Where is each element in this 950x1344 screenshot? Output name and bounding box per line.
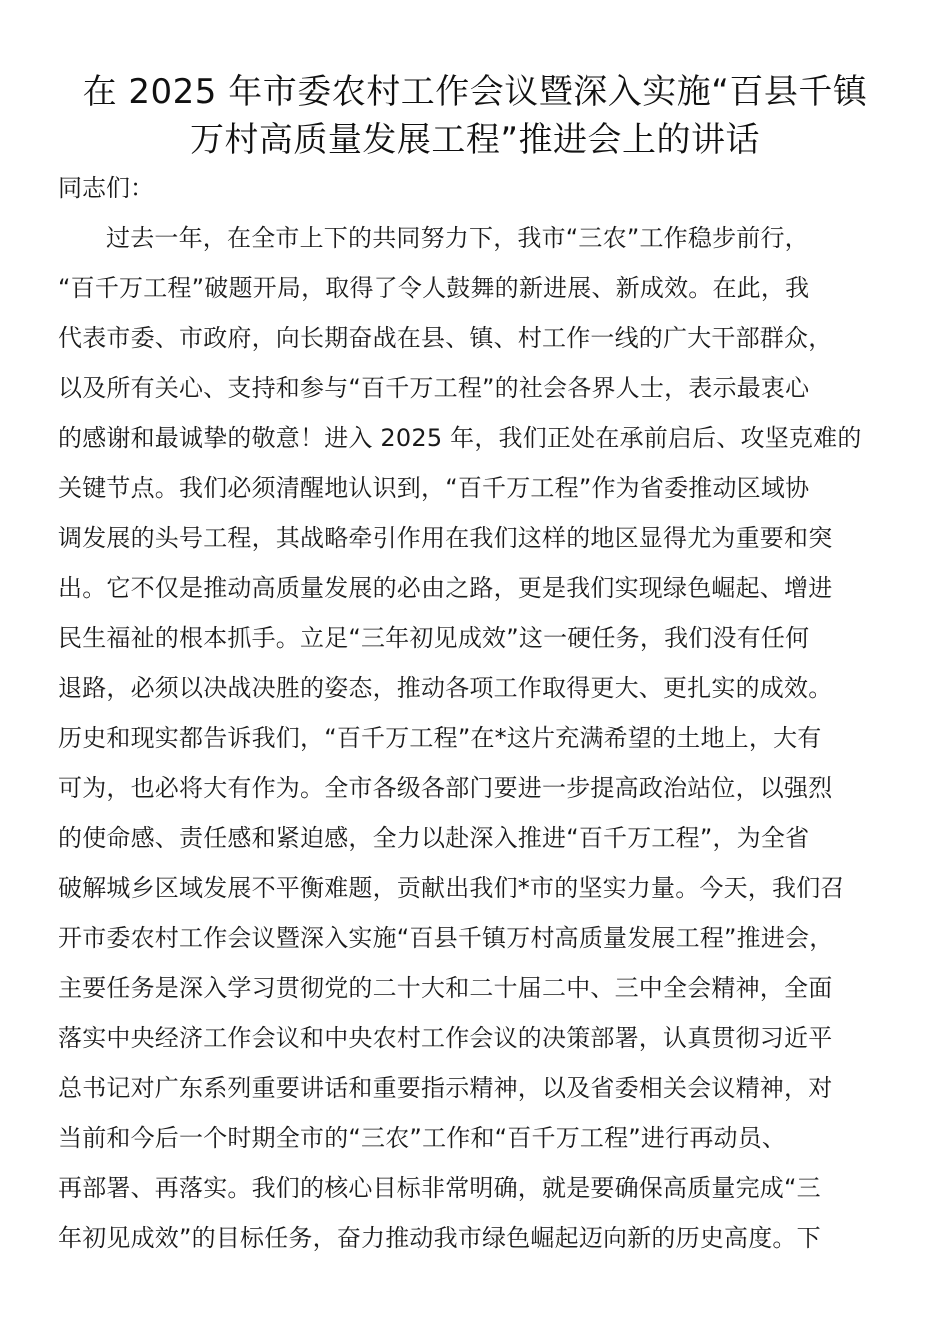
body-line: 落实中央经济工作会议和中央农村工作会议的决策部署，认真贯彻习近平 bbox=[58, 1024, 833, 1052]
body-line: 的感谢和最诚挚的敬意！进入 2025 年，我们正处在承前启后、攻坚克难的 bbox=[58, 424, 862, 452]
body-line: 再部署、再落实。我们的核心目标非常明确，就是要确保高质量完成“三 bbox=[58, 1174, 821, 1202]
body-line: 开市委农村工作会议暨深入实施“百县千镇万村高质量发展工程”推进会， bbox=[58, 924, 834, 952]
body-line: 民生福祉的根本抓手。立足“三年初见成效”这一硬任务，我们没有任何 bbox=[58, 624, 810, 652]
title-line-1: 在 2025 年市委农村工作会议暨深入实施“百县千镇 bbox=[82, 72, 868, 112]
body-line: 历史和现实都告诉我们，“百千万工程”在*这片充满希望的土地上，大有 bbox=[58, 724, 822, 752]
body-line: 破解城乡区域发展不平衡难题，贡献出我们*市的坚实力量。今天，我们召 bbox=[58, 874, 845, 902]
body-line: 调发展的头号工程，其战略牵引作用在我们这样的地区显得尤为重要和突 bbox=[58, 524, 833, 552]
title-line-2: 万村高质量发展工程”推进会上的讲话 bbox=[189, 120, 761, 160]
body-line: 当前和今后一个时期全市的“三农”工作和“百千万工程”进行再动员、 bbox=[58, 1124, 787, 1152]
body-line: “百千万工程”破题开局，取得了令人鼓舞的新进展、新成效。在此，我 bbox=[58, 274, 810, 302]
body-line: 出。它不仅是推动高质量发展的必由之路，更是我们实现绿色崛起、增进 bbox=[58, 574, 833, 602]
body-line: 过去一年，在全市上下的共同努力下，我市“三农”工作稳步前行， bbox=[106, 224, 809, 252]
body-line: 主要任务是深入学习贯彻党的二十大和二十届二中、三中全会精神，全面 bbox=[58, 974, 833, 1002]
body-line: 关键节点。我们必须清醒地认识到，“百千万工程”作为省委推动区域协 bbox=[58, 474, 810, 502]
body-line: 代表市委、市政府，向长期奋战在县、镇、村工作一线的广大干部群众， bbox=[58, 324, 833, 352]
body-line: 退路，必须以决战决胜的姿态，推动各项工作取得更大、更扎实的成效。 bbox=[58, 674, 833, 702]
body-text bbox=[58, 218, 898, 1268]
body-line: 年初见成效”的目标任务，奋力推动我市绿色崛起迈向新的历史高度。下 bbox=[58, 1224, 821, 1252]
salutation: 同志们： bbox=[58, 174, 154, 202]
body-line: 总书记对广东系列重要讲话和重要指示精神，以及省委相关会议精神，对 bbox=[58, 1074, 833, 1102]
body-line: 的使命感、责任感和紧迫感，全力以赴深入推进“百千万工程”，为全省 bbox=[58, 824, 810, 852]
body-line: 以及所有关心、支持和参与“百千万工程”的社会各界人士，表示最衷心 bbox=[58, 374, 810, 402]
document-title bbox=[40, 68, 910, 164]
body-line: 可为，也必将大有作为。全市各级各部门要进一步提高政治站位，以强烈 bbox=[58, 774, 833, 802]
